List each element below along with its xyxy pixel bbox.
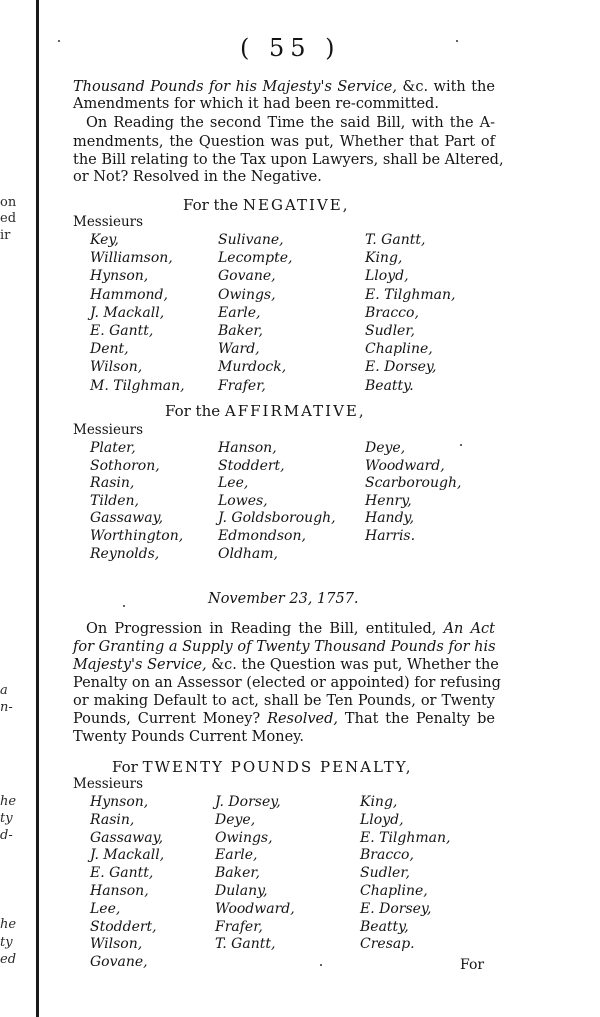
member-name: Hynson, (90, 268, 149, 285)
margin-bleed-fragment: ty (0, 935, 13, 950)
negative-heading (183, 196, 349, 214)
member-name: Henry, (365, 492, 412, 509)
member-name: Lee, (218, 475, 249, 492)
member-name: Handy, (365, 510, 415, 527)
member-name: Gassaway, (90, 510, 164, 527)
member-name: Baker, (218, 323, 264, 339)
member-name: Cresap. (360, 936, 415, 953)
left-margin-gutter (0, 0, 36, 1017)
text-line (73, 711, 495, 727)
text-run: &c. the Question was put, Whether the (206, 657, 499, 673)
member-name: Hanson, (218, 440, 277, 456)
italic-phrase: Thousand Pounds for his Majesty's Service, (73, 79, 397, 95)
member-name: Baker, (215, 865, 261, 882)
member-name: Frafer, (215, 918, 263, 935)
member-name: Worthington, (90, 528, 184, 544)
affirmative-label: Messieurs (73, 422, 144, 438)
text-run: That the Penalty be (338, 711, 495, 727)
text-line (86, 621, 495, 637)
text-line (73, 639, 495, 655)
member-name: Lloyd, (365, 268, 409, 285)
text-run: mendments, the Question was put, Whether that Part of (73, 134, 495, 150)
member-name: Oldham, (218, 545, 279, 562)
margin-bleed-fragment: n- (0, 700, 13, 715)
page-number: ( 55 ) (240, 34, 341, 62)
text-line (73, 79, 495, 95)
binding-rule (36, 0, 39, 1017)
member-name: Beatty. (365, 377, 414, 394)
text-run: the Bill relating to the Tax upon Lawyers, shall be Altered, (73, 152, 504, 168)
member-name: M. Tilghman, (90, 377, 185, 394)
member-name: Wilson, (90, 936, 143, 953)
member-name: Rasin, (90, 475, 135, 492)
member-name: J. Mackall, (90, 304, 165, 321)
member-name: Lowes, (218, 492, 268, 509)
member-name: Stoddert, (218, 457, 285, 474)
member-name: E. Dorsey, (365, 359, 437, 376)
margin-bleed-fragment: he (0, 917, 17, 932)
member-name: Bracco, (360, 847, 414, 864)
member-name: Hanson, (90, 883, 149, 899)
text-run: On Progression in Reading the Bill, entituled, (86, 621, 444, 637)
margin-bleed-fragment: ed (0, 211, 17, 226)
margin-bleed-fragment: ir (0, 228, 11, 243)
member-name: Rasin, (90, 811, 135, 828)
ink-speck (123, 605, 125, 607)
member-name: Govane, (218, 268, 276, 285)
member-name: Lloyd, (360, 811, 404, 828)
member-name: Lee, (90, 900, 121, 917)
member-name: J. Dorsey, (215, 794, 281, 810)
margin-bleed-fragment: he (0, 794, 17, 809)
member-name: Scarborough, (365, 475, 462, 492)
text-line (73, 675, 501, 691)
text-run: On Reading the second Time the said Bill, with the A- (86, 115, 495, 131)
member-name: Frafer, (218, 377, 266, 394)
member-name: Sudler, (365, 323, 415, 339)
text-run: &c. with the (396, 79, 495, 95)
member-name: Owings, (215, 829, 273, 846)
margin-bleed-fragment: ed (0, 952, 17, 967)
margin-bleed-fragment: d- (0, 828, 13, 843)
twenty-pounds-label: Messieurs (73, 776, 144, 792)
member-name: Lecompte, (218, 250, 293, 267)
member-name: Govane, (90, 954, 148, 971)
member-name: Earle, (215, 847, 258, 864)
margin-bleed-fragment: ty (0, 811, 13, 826)
text-line (73, 693, 495, 709)
heading-prefix: For (112, 758, 138, 776)
text-line (73, 134, 495, 150)
member-name: Edmondson, (218, 528, 306, 544)
text-line (73, 657, 499, 673)
affirmative-heading (165, 402, 366, 420)
member-name: Dulany, (215, 883, 268, 899)
member-name: King, (365, 250, 403, 267)
member-name: Sulivane, (218, 232, 284, 248)
member-name: Bracco, (365, 304, 419, 321)
ink-speck (58, 40, 60, 42)
member-name: E. Tilghman, (365, 286, 456, 303)
heading-caps: TWENTY POUNDS PENALTY, (142, 758, 413, 776)
member-name: Tilden, (90, 492, 140, 509)
member-name: Sothoron, (90, 457, 160, 474)
text-line (73, 96, 439, 112)
member-name: Stoddert, (90, 918, 157, 935)
ink-speck (320, 964, 322, 966)
twenty-pounds-heading (112, 758, 412, 776)
ink-speck (456, 40, 458, 42)
member-name: T. Gantt, (215, 936, 276, 953)
member-name: J. Mackall, (90, 847, 165, 864)
italic-phrase: Majesty's Service, (73, 657, 207, 673)
ink-speck (460, 444, 462, 446)
member-name: Chapline, (365, 341, 433, 358)
member-name: E. Gantt, (90, 865, 154, 882)
text-run: Twenty Pounds Current Money. (73, 729, 305, 745)
italic-phrase: for Granting a Supply of Twenty Thousand Pounds for his (73, 639, 496, 655)
member-name: J. Goldsborough, (218, 510, 336, 527)
member-name: Beatty, (360, 918, 409, 935)
member-name: Deye, (215, 811, 256, 828)
catchword: For (460, 957, 485, 973)
heading-caps: AFFIRMATIVE, (224, 402, 366, 420)
member-name: Owings, (218, 286, 276, 303)
text-run: Amendments for which it had been re-committed. (73, 96, 439, 112)
member-name: E. Dorsey, (360, 900, 432, 917)
text-run: or Not? Resolved in the Negative. (73, 169, 322, 185)
member-name: Earle, (218, 304, 261, 321)
text-run: Pounds, Current Money? (73, 711, 268, 727)
text-line (73, 729, 304, 745)
date-line: November 23, 1757. (208, 591, 359, 607)
member-name: Woodward, (365, 457, 445, 474)
member-name: Plater, (90, 440, 136, 456)
text-line (73, 169, 322, 185)
member-name: Hammond, (90, 286, 168, 303)
member-name: Woodward, (215, 900, 295, 917)
margin-bleed-fragment: a (0, 683, 8, 698)
member-name: Chapline, (360, 883, 428, 899)
heading-caps: NEGATIVE, (242, 196, 350, 214)
member-name: Murdock, (218, 359, 287, 376)
member-name: Hynson, (90, 794, 149, 810)
member-name: Williamson, (90, 250, 173, 267)
member-name: Harris. (365, 528, 416, 544)
negative-label: Messieurs (73, 214, 144, 230)
member-name: E. Gantt, (90, 323, 154, 339)
heading-prefix: For the (165, 402, 221, 420)
text-line (73, 152, 504, 168)
margin-bleed-fragment: on (0, 195, 17, 210)
text-line (86, 115, 495, 131)
member-name: Gassaway, (90, 829, 164, 846)
member-name: Wilson, (90, 359, 143, 376)
member-name: King, (360, 794, 398, 810)
member-name: Ward, (218, 341, 260, 358)
member-name: E. Tilghman, (360, 829, 451, 846)
member-name: Reynolds, (90, 545, 160, 562)
text-run: Penalty on an Assessor (elected or appointed) for refusing (73, 675, 501, 691)
heading-prefix: For the (183, 196, 239, 214)
member-name: Dent, (90, 341, 129, 358)
member-name: Sudler, (360, 865, 410, 882)
italic-phrase: Resolved, (267, 711, 339, 727)
member-name: T. Gantt, (365, 232, 426, 248)
text-run: or making Default to act, shall be Ten Pounds, or Twenty (73, 693, 495, 709)
italic-phrase: An Act (443, 621, 495, 637)
member-name: Key, (90, 232, 119, 248)
member-name: Deye, (365, 440, 406, 456)
